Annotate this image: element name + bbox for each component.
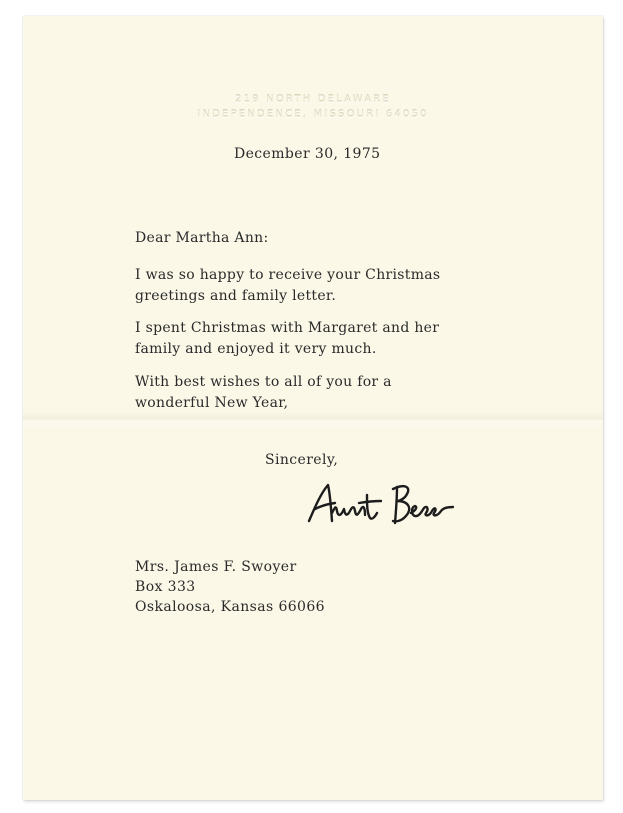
paragraph-1 [135, 265, 440, 307]
letter-date: December 30, 1975 [234, 146, 381, 162]
paragraph-line: greetings and family letter. [135, 288, 337, 304]
paragraph-2 [135, 318, 439, 360]
recipient-name: Mrs. James F. Swoyer [135, 559, 297, 575]
recipient-box: Box 333 [135, 579, 196, 595]
letter-sheet [23, 16, 603, 800]
paragraph-line: family and enjoyed it very much. [135, 341, 377, 357]
letterhead-street: 219 NORTH DELAWARE [235, 94, 391, 105]
paragraph-line: I spent Christmas with Margaret and her [135, 320, 440, 336]
recipient-city: Oskaloosa, Kansas 66066 [135, 599, 325, 615]
paragraph-3 [135, 372, 392, 414]
salutation: Dear Martha Ann: [135, 230, 269, 246]
closing: Sincerely, [265, 452, 339, 468]
recipient-address [135, 557, 325, 617]
signature-aunt-bess [301, 471, 461, 531]
paragraph-line: wonderful New Year, [135, 395, 289, 411]
paragraph-line: With best wishes to all of you for a [135, 374, 392, 390]
letterhead-city: INDEPENDENCE, MISSOURI 64050 [197, 109, 429, 120]
paragraph-line: I was so happy to receive your Christmas [135, 267, 441, 283]
